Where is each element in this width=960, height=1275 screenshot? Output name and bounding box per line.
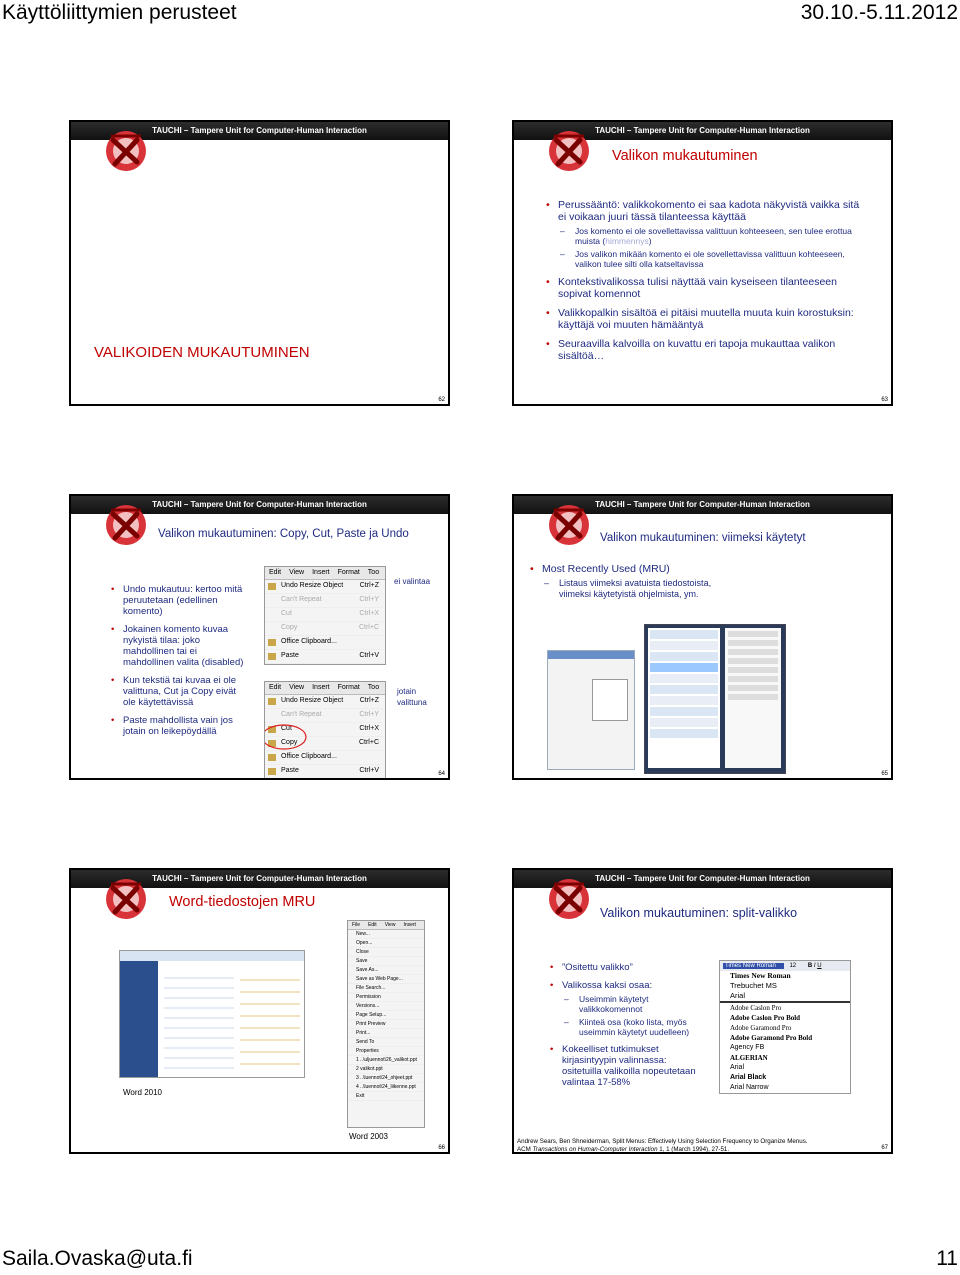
reference-line: [517, 1146, 887, 1154]
slide-number: 67: [881, 1145, 888, 1151]
tauchi-banner: TAUCHI – Tampere Unit for Computer-Human Interaction: [514, 870, 891, 888]
backstage-nav: [120, 961, 158, 1077]
bullet-list: [530, 563, 730, 607]
menu-item: New...: [348, 930, 424, 939]
course-title: Käyttöliittymien perusteet: [2, 1, 237, 24]
slide-63: [512, 120, 893, 406]
tauchi-banner: TAUCHI – Tampere Unit for Computer-Human Interaction: [71, 496, 448, 514]
font-item: ALGERIAN: [730, 1054, 768, 1062]
list-item: [550, 980, 708, 1037]
menu-item-label: Can't Repeat: [281, 596, 322, 603]
menu-item: Properties: [348, 1047, 424, 1056]
menu-item: Permission: [348, 993, 424, 1002]
font-size-box: 12: [789, 963, 797, 969]
slide-number: 62: [438, 397, 445, 403]
slide-66: [69, 868, 450, 1154]
menu-item: Send To: [348, 1038, 424, 1047]
menu-item: 4 ..\luennot\24_liikenne.ppt: [348, 1083, 424, 1092]
tauchi-banner: TAUCHI – Tampere Unit for Computer-Human Interaction: [514, 122, 891, 140]
sub-text: ): [648, 236, 652, 246]
bullet-list: [111, 584, 247, 744]
menu-item-label: Copy: [281, 739, 298, 746]
bullet-list: [546, 199, 868, 369]
shortcut: Ctrl+V: [359, 652, 379, 659]
recent-row: [728, 685, 778, 691]
word-2010-screenshot: [119, 950, 305, 1078]
menu-item: [265, 608, 385, 622]
slide-number: 63: [881, 397, 888, 403]
course-dates: 30.10.-5.11.2012: [800, 1, 958, 24]
clipboard-icon: [268, 639, 276, 646]
tauchi-logo-icon: [546, 502, 592, 548]
ribbon: [120, 951, 304, 961]
italic-icon: I: [813, 963, 816, 969]
sub-item: – Listaus viimeksi avatuista tiedostoista, viimeksi käytetyistä ohjelmista, ym.: [542, 578, 730, 600]
menu-title: Format: [337, 684, 360, 691]
reference-line: Andrew Sears, Ben Shneiderman, Split Menus: Effectively Using Selection Frequency to Organize Menus.: [517, 1138, 808, 1145]
menu-item: Save as Web Page...: [348, 975, 424, 984]
list-item: • ”Ositettu valikko”: [550, 962, 708, 973]
bullet-text: Valikossa kaksi osaa:: [562, 980, 653, 991]
menu-item-label: Cut: [281, 610, 292, 617]
font-name-box: Times New Roman: [723, 963, 784, 969]
menu-bar: [348, 921, 424, 930]
reference: [517, 1138, 887, 1154]
shortcut: Ctrl+C: [358, 624, 379, 631]
dimmed-text: himmennys: [605, 236, 649, 246]
bullet-list: [550, 962, 708, 1095]
shortcut: Ctrl+Y: [359, 711, 379, 718]
tauchi-banner: TAUCHI – Tampere Unit for Computer-Human Interaction: [71, 870, 448, 888]
menu-item: Page Setup...: [348, 1011, 424, 1020]
shortcut: Ctrl+Z: [359, 697, 379, 704]
menu-item: 2 valikot.ppt: [348, 1065, 424, 1074]
menu-item: 3 ..\luennot\24_ohjeet.ppt: [348, 1074, 424, 1083]
menu-title: Edit: [269, 569, 282, 576]
program-row: [650, 652, 718, 661]
font-item: Arial: [730, 1064, 745, 1071]
menu-item-label: Paste: [281, 767, 299, 774]
menu-screenshot-selection: [264, 681, 386, 780]
recent-row: [728, 649, 778, 655]
menu-item: Save: [348, 957, 424, 966]
annotation-selection: jotain valittuna: [397, 687, 427, 707]
menu-item: Print Preview: [348, 1020, 424, 1029]
paste-icon: [268, 768, 276, 775]
menu-item: [265, 580, 385, 594]
program-row: [650, 641, 718, 650]
slide-number: 65: [881, 771, 888, 777]
word-2003-label: Word 2003: [349, 1132, 388, 1141]
highlight-ellipse: [264, 722, 309, 752]
recent-row: [728, 676, 778, 682]
menu-item-label: Undo Resize Object: [281, 697, 344, 704]
menu-title: Edit: [269, 684, 282, 691]
menu-item: Save As...: [348, 966, 424, 975]
recent-documents: [164, 969, 234, 1069]
list-item: • Kontekstivalikossa tulisi näyttää vain kyseiseen tilanteeseen sopivat komennot: [546, 276, 868, 300]
tauchi-logo-icon: [103, 502, 149, 548]
recent-places: [240, 969, 300, 1069]
menu-item: Close: [348, 948, 424, 957]
underline-icon: U: [817, 963, 822, 969]
list-item: • Undo mukautuu: kertoo mitä peruutetaan (edellinen komento): [111, 584, 247, 617]
shortcut: Ctrl+Z: [359, 582, 379, 589]
sub-item: – Jos valikon mikään komento ei ole sovellettavissa valittuun kohteeseen, valikon tulee silti olla katseltavissa: [558, 249, 868, 269]
font-item: Times New Roman: [730, 971, 791, 980]
menu-title: Too: [367, 569, 380, 576]
shortcut: Ctrl+V: [359, 767, 379, 774]
menu-bar: [265, 567, 385, 580]
menu-title: File: [352, 922, 361, 928]
recent-row: [728, 631, 778, 637]
sub-text: Jos komento ei ole sovellettavissa valittuun kohteeseen, sen tulee erottua muista (: [575, 226, 852, 246]
menu-title: Insert: [403, 922, 416, 928]
menu-item: File Search...: [348, 984, 424, 993]
menu-title: Edit: [368, 922, 377, 928]
annotation-no-selection: ei valintaa: [394, 577, 431, 586]
menu-title: Too: [367, 684, 380, 691]
shortcut: Ctrl+C: [358, 739, 379, 746]
sub-item: – Kiinteä osa (koko lista, myös useimmin käytetyt uudelleen): [562, 1017, 708, 1037]
menu-item: [265, 622, 385, 636]
list-item: • Valikkopalkin sisältöä ei pitäisi muutella muuta kuin korostuksin: käyttäjä voi muuten hämääntyä: [546, 307, 868, 331]
font-item: Trebuchet MS: [730, 981, 777, 990]
recent-row: [728, 658, 778, 664]
slide-62: [69, 120, 450, 406]
menu-item: Exit: [348, 1092, 424, 1101]
font-item: Adobe Garamond Pro: [730, 1024, 792, 1032]
list-item: [530, 563, 730, 600]
start-menu-screenshot: [644, 624, 786, 774]
font-split-menu-screenshot: [719, 960, 851, 1094]
page-header: [2, 0, 958, 30]
font-item: Arial Narrow: [730, 1084, 769, 1091]
dialog-titlebar: [548, 651, 634, 659]
recent-row: [728, 640, 778, 646]
menu-title: Insert: [312, 569, 330, 576]
split-menu-rest: [720, 1003, 850, 1093]
menu-title: Insert: [312, 684, 330, 691]
menu-title: Format: [337, 569, 360, 576]
slide-number: 64: [438, 771, 445, 777]
author-email: Saila.Ovaska@uta.fi: [2, 1247, 193, 1270]
paste-icon: [268, 653, 276, 660]
font-item: Arial: [730, 991, 746, 1000]
menu-title: View: [289, 569, 305, 576]
bold-icon: B: [807, 963, 813, 969]
program-list: [648, 628, 720, 768]
undo-icon: [268, 583, 276, 590]
menu-item-label: Paste: [281, 652, 299, 659]
menu-item-label: Office Clipboard...: [281, 638, 337, 645]
menu-item: [265, 650, 385, 664]
shortcut: Ctrl+X: [359, 610, 379, 617]
program-row: [650, 696, 718, 705]
menu-item-label: Undo Resize Object: [281, 582, 344, 589]
program-row: [650, 663, 718, 672]
menu-title: View: [384, 922, 396, 928]
clipboard-icon: [268, 754, 276, 761]
reference-journal: Transactions on Human-Computer Interaction: [532, 1146, 658, 1153]
shortcut: Ctrl+X: [359, 725, 379, 732]
font-item: Agency FB: [730, 1044, 765, 1051]
slide-title: Valikon mukautuminen: Copy, Cut, Paste ja Undo: [158, 528, 409, 540]
menu-item-label: Cut: [281, 725, 292, 732]
shortcut: Ctrl+Y: [359, 596, 379, 603]
menu-item: [265, 636, 385, 650]
menu-bar: [265, 682, 385, 695]
menu-item: [265, 751, 385, 765]
list-item: • Kokeelliset tutkimukset kirjasintyypin valinnassa: ositetuilla valikoilla nopeutetaan valintaa 17-58%: [550, 1044, 708, 1088]
menu-item: [265, 594, 385, 608]
list-item: • Seuraavilla kalvoilla on kuvattu eri tapoja mukauttaa valikon sisältöä…: [546, 338, 868, 362]
font-item: Arial Black: [730, 1074, 767, 1081]
program-row: [650, 729, 718, 738]
slide-title: VALIKOIDEN MUKAUTUMINEN: [94, 344, 310, 361]
undo-icon: [268, 698, 276, 705]
file-menu-items: [348, 930, 424, 1101]
tauchi-logo-icon: [546, 128, 592, 174]
menu-item: [265, 709, 385, 723]
slide-title: Valikon mukautuminen: split-valikko: [600, 906, 798, 920]
format-autoshape-dialog: [547, 650, 635, 770]
reference-text: ACM: [517, 1146, 533, 1153]
menu-item: 1 ..\uljuennot\26_valikot.ppt: [348, 1056, 424, 1065]
menu-item-label: Can't Repeat: [281, 711, 322, 718]
word-2003-file-menu: [347, 920, 425, 1128]
reference-text: 1, 1 (March 1994), 27-51.: [657, 1146, 730, 1153]
menu-item: [265, 695, 385, 709]
menu-item: [265, 765, 385, 779]
slide-title: Valikon mukautuminen: [612, 148, 758, 164]
recent-items-list: [725, 628, 781, 768]
recent-row: [728, 694, 778, 700]
menu-screenshot-no-selection: [264, 566, 386, 665]
tauchi-banner: TAUCHI – Tampere Unit for Computer-Human Interaction: [514, 496, 891, 514]
list-item: • Jokainen komento kuvaa nykyistä tilaa: joko mahdollinen tai ei mahdollinen valita (disabled): [111, 624, 247, 668]
color-picker: [592, 679, 628, 721]
tauchi-banner: TAUCHI – Tampere Unit for Computer-Human Interaction: [71, 122, 448, 140]
program-row: [650, 707, 718, 716]
split-menu-top: [720, 971, 850, 1003]
font-item: Adobe Caslon Pro Bold: [730, 1014, 801, 1022]
list-item: • Paste mahdollista vain jos jotain on leikepöydällä: [111, 715, 247, 737]
bullet-text: Most Recently Used (MRU): [542, 563, 670, 575]
slide-64: [69, 494, 450, 780]
page-number: 11: [936, 1247, 958, 1270]
recent-row: [728, 667, 778, 673]
menu-item: Print...: [348, 1029, 424, 1038]
tauchi-logo-icon: [546, 876, 592, 922]
menu-item: Open...: [348, 939, 424, 948]
program-row: [650, 718, 718, 727]
page-footer: [2, 1247, 958, 1275]
slide-title: Valikon mukautuminen: viimeksi käytetyt: [600, 532, 806, 544]
font-item: Adobe Garamond Pro Bold: [730, 1034, 813, 1042]
slide-title: Word-tiedostojen MRU: [169, 894, 316, 910]
slide-65: [512, 494, 893, 780]
menu-title: View: [289, 684, 305, 691]
menu-item-label: Copy: [281, 624, 298, 631]
sub-item: [558, 226, 868, 246]
tauchi-logo-icon: [103, 128, 149, 174]
menu-item-label: Office Clipboard...: [281, 753, 337, 760]
list-item: • Kun tekstiä tai kuvaa ei ole valittuna, Cut ja Copy eivät ole käytettävissä: [111, 675, 247, 708]
bullet-text: Perussääntö: valikkokomento ei saa kadota näkyvistä vaikka sitä ei voikaan juuri tässä tilanteessa käyttää: [558, 199, 860, 223]
program-row: [650, 630, 718, 639]
program-row: [650, 674, 718, 683]
list-item: [546, 199, 868, 269]
font-item: Adobe Caslon Pro: [730, 1004, 782, 1012]
program-row: [650, 685, 718, 694]
sub-item: – Useimmin käytetyt valikkokomennot: [562, 994, 708, 1014]
word-2010-label: Word 2010: [123, 1088, 162, 1097]
tauchi-logo-icon: [103, 876, 149, 922]
slide-67: [512, 868, 893, 1154]
slide-number: 66: [438, 1145, 445, 1151]
menu-item: Versions...: [348, 1002, 424, 1011]
font-toolbar: [720, 961, 850, 971]
